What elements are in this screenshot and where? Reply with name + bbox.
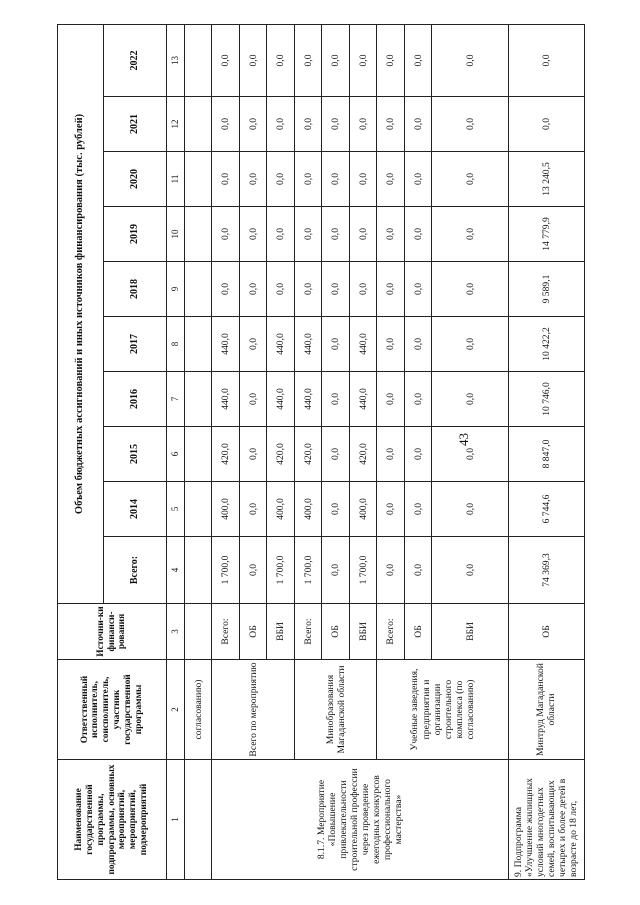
- value-cell: 0,0: [267, 24, 295, 96]
- column-number: 9: [166, 262, 184, 317]
- column-number: 13: [166, 24, 184, 96]
- value-cell: 0,0: [508, 97, 584, 152]
- value-cell: 0,0: [267, 97, 295, 152]
- empty-cell: [184, 152, 212, 207]
- header-year: 2021: [103, 97, 166, 152]
- header-year: 2015: [103, 427, 166, 482]
- header-year: 2022: [103, 24, 166, 96]
- value-cell: 0,0: [432, 537, 508, 604]
- value-cell: 0,0: [377, 262, 405, 317]
- table-row: [294, 24, 322, 879]
- value-cell: 440,0: [212, 372, 240, 427]
- table-row: [508, 24, 584, 879]
- value-cell: 440,0: [212, 317, 240, 372]
- value-cell: 0,0: [294, 262, 322, 317]
- empty-cell: [184, 604, 212, 660]
- value-cell: 9 589,1: [508, 262, 584, 317]
- value-cell: 0,0: [432, 97, 508, 152]
- header-total: Всего:: [103, 537, 166, 604]
- value-cell: 74 369,3: [508, 537, 584, 604]
- value-cell: 0,0: [267, 152, 295, 207]
- value-cell: 0,0: [212, 97, 240, 152]
- value-cell: 0,0: [404, 482, 432, 537]
- header-year: 2017: [103, 317, 166, 372]
- value-cell: 420,0: [267, 427, 295, 482]
- value-cell: 0,0: [404, 262, 432, 317]
- value-cell: 0,0: [432, 152, 508, 207]
- value-cell: 0,0: [322, 97, 350, 152]
- empty-cell: [184, 372, 212, 427]
- value-cell: 0,0: [239, 317, 267, 372]
- value-cell: 0,0: [212, 207, 240, 262]
- value-cell: 0,0: [432, 482, 508, 537]
- value-cell: 0,0: [239, 152, 267, 207]
- value-cell: 0,0: [377, 24, 405, 96]
- value-cell: 0,0: [322, 372, 350, 427]
- column-number: 4: [166, 537, 184, 604]
- column-number: 7: [166, 372, 184, 427]
- value-cell: 1 700,0: [212, 537, 240, 604]
- value-cell: 0,0: [322, 537, 350, 604]
- value-cell: 440,0: [294, 317, 322, 372]
- value-cell: 1 700,0: [294, 537, 322, 604]
- value-cell: 400,0: [349, 482, 377, 537]
- funding-source-cell: Всего:: [377, 604, 405, 660]
- value-cell: 0,0: [239, 537, 267, 604]
- value-cell: 1 700,0: [267, 537, 295, 604]
- funding-source-cell: ОБ: [508, 604, 584, 660]
- value-cell: 0,0: [432, 372, 508, 427]
- value-cell: 0,0: [267, 207, 295, 262]
- value-cell: 0,0: [294, 152, 322, 207]
- table-row: [212, 24, 240, 879]
- value-cell: 0,0: [294, 24, 322, 96]
- value-cell: 0,0: [294, 207, 322, 262]
- value-cell: 0,0: [404, 97, 432, 152]
- continued-text: согласованию): [184, 660, 212, 760]
- empty-cell: [184, 537, 212, 604]
- funding-source-cell: ВБИ: [349, 604, 377, 660]
- value-cell: 0,0: [349, 207, 377, 262]
- value-cell: 0,0: [349, 24, 377, 96]
- value-cell: 440,0: [267, 317, 295, 372]
- funding-source-cell: ОБ: [404, 604, 432, 660]
- value-cell: 0,0: [239, 97, 267, 152]
- column-number: 1: [166, 760, 184, 880]
- value-cell: 0,0: [349, 152, 377, 207]
- empty-cell: [184, 427, 212, 482]
- value-cell: 0,0: [212, 24, 240, 96]
- header-funding-source: Источни-ки финанси-рования: [58, 604, 167, 660]
- value-cell: 0,0: [322, 24, 350, 96]
- funding-source-cell: Всего:: [212, 604, 240, 660]
- column-number: 6: [166, 427, 184, 482]
- value-cell: 0,0: [404, 207, 432, 262]
- empty-cell: [184, 317, 212, 372]
- value-cell: 0,0: [432, 262, 508, 317]
- page-number: 43: [456, 433, 471, 446]
- value-cell: 0,0: [322, 427, 350, 482]
- subprogram-name: 9. Подпрограмма «Улучшение жилищных условий многодетных семей, воспитывающих четырех и более детей в возрасте до 18 лет,: [508, 760, 584, 880]
- value-cell: 0,0: [294, 97, 322, 152]
- value-cell: 10 422,2: [508, 317, 584, 372]
- funding-table: [57, 24, 585, 880]
- value-cell: 0,0: [432, 24, 508, 96]
- value-cell: 420,0: [212, 427, 240, 482]
- empty-cell: [184, 262, 212, 317]
- header-executor: Ответственный исполнитель, соисполнитель, участник государственной программы: [58, 660, 167, 760]
- value-cell: 0,0: [377, 97, 405, 152]
- funding-source-cell: ОБ: [322, 604, 350, 660]
- value-cell: 440,0: [294, 372, 322, 427]
- value-cell: 440,0: [267, 372, 295, 427]
- executor-cell: Минтруд Магаданской области: [508, 660, 584, 760]
- value-cell: 1 700,0: [349, 537, 377, 604]
- value-cell: 0,0: [432, 207, 508, 262]
- funding-source-cell: ВБИ: [267, 604, 295, 660]
- value-cell: 440,0: [349, 317, 377, 372]
- value-cell: 0,0: [508, 24, 584, 96]
- value-cell: 13 240,5: [508, 152, 584, 207]
- value-cell: 0,0: [377, 317, 405, 372]
- value-cell: 420,0: [294, 427, 322, 482]
- value-cell: 0,0: [267, 262, 295, 317]
- value-cell: 400,0: [267, 482, 295, 537]
- value-cell: 0,0: [239, 372, 267, 427]
- funding-source-cell: ОБ: [239, 604, 267, 660]
- value-cell: 0,0: [377, 372, 405, 427]
- value-cell: 0,0: [349, 262, 377, 317]
- empty-cell: [184, 207, 212, 262]
- column-number: 12: [166, 97, 184, 152]
- column-number: 10: [166, 207, 184, 262]
- value-cell: 400,0: [212, 482, 240, 537]
- value-cell: 0,0: [432, 427, 508, 482]
- executor-cell: Всего по мероприятию: [212, 660, 295, 760]
- value-cell: 0,0: [349, 97, 377, 152]
- value-cell: 0,0: [239, 262, 267, 317]
- value-cell: 0,0: [404, 152, 432, 207]
- empty-cell: [184, 482, 212, 537]
- value-cell: 0,0: [212, 262, 240, 317]
- column-number: 2: [166, 660, 184, 760]
- header-program-name: Наименование государственной программы, подпрограммы, основных мероприятий, мероприятий, подмероприятий: [58, 760, 167, 880]
- value-cell: 10 746,0: [508, 372, 584, 427]
- value-cell: 0,0: [377, 537, 405, 604]
- value-cell: 440,0: [349, 372, 377, 427]
- funding-source-cell: ВБИ: [432, 604, 508, 660]
- value-cell: 0,0: [322, 207, 350, 262]
- value-cell: 14 779,9: [508, 207, 584, 262]
- column-number: 5: [166, 482, 184, 537]
- column-number: 8: [166, 317, 184, 372]
- value-cell: 8 847,0: [508, 427, 584, 482]
- header-funding-title: Объем бюджетных ассигнований и иных источников финансирования (тыс. рублей): [58, 24, 104, 603]
- funding-source-cell: Всего:: [294, 604, 322, 660]
- column-number: 3: [166, 604, 184, 660]
- column-number: 11: [166, 152, 184, 207]
- header-year: 2020: [103, 152, 166, 207]
- value-cell: 0,0: [322, 317, 350, 372]
- value-cell: 0,0: [377, 482, 405, 537]
- value-cell: 0,0: [322, 482, 350, 537]
- value-cell: 0,0: [212, 152, 240, 207]
- value-cell: 0,0: [404, 372, 432, 427]
- value-cell: 0,0: [432, 317, 508, 372]
- value-cell: 0,0: [239, 427, 267, 482]
- value-cell: 0,0: [377, 152, 405, 207]
- value-cell: 0,0: [377, 207, 405, 262]
- empty-cell: [184, 760, 212, 880]
- header-year: 2018: [103, 262, 166, 317]
- value-cell: 0,0: [239, 482, 267, 537]
- measure-name: 8.1.7. Мероприятие «Повышение привлекательности строительной профессии через проведение ежегодных конкурсов профессионального мастерства»: [212, 760, 508, 880]
- value-cell: 420,0: [349, 427, 377, 482]
- value-cell: 0,0: [322, 152, 350, 207]
- value-cell: 0,0: [322, 262, 350, 317]
- header-year: 2014: [103, 482, 166, 537]
- value-cell: 0,0: [239, 207, 267, 262]
- executor-cell: Учебные заведения, предприятия и организации строительного комплекса (по согласованию): [377, 660, 508, 760]
- empty-cell: [184, 24, 212, 96]
- value-cell: 400,0: [294, 482, 322, 537]
- value-cell: 0,0: [404, 537, 432, 604]
- header-year: 2019: [103, 207, 166, 262]
- rotated-table-wrapper: [57, 25, 585, 880]
- empty-cell: [184, 97, 212, 152]
- value-cell: 6 744,6: [508, 482, 584, 537]
- value-cell: 0,0: [239, 24, 267, 96]
- value-cell: 0,0: [404, 317, 432, 372]
- executor-cell: Минобразования Магаданской области: [294, 660, 377, 760]
- value-cell: 0,0: [404, 24, 432, 96]
- value-cell: 0,0: [377, 427, 405, 482]
- value-cell: 0,0: [404, 427, 432, 482]
- table-row: [377, 24, 405, 879]
- header-year: 2016: [103, 372, 166, 427]
